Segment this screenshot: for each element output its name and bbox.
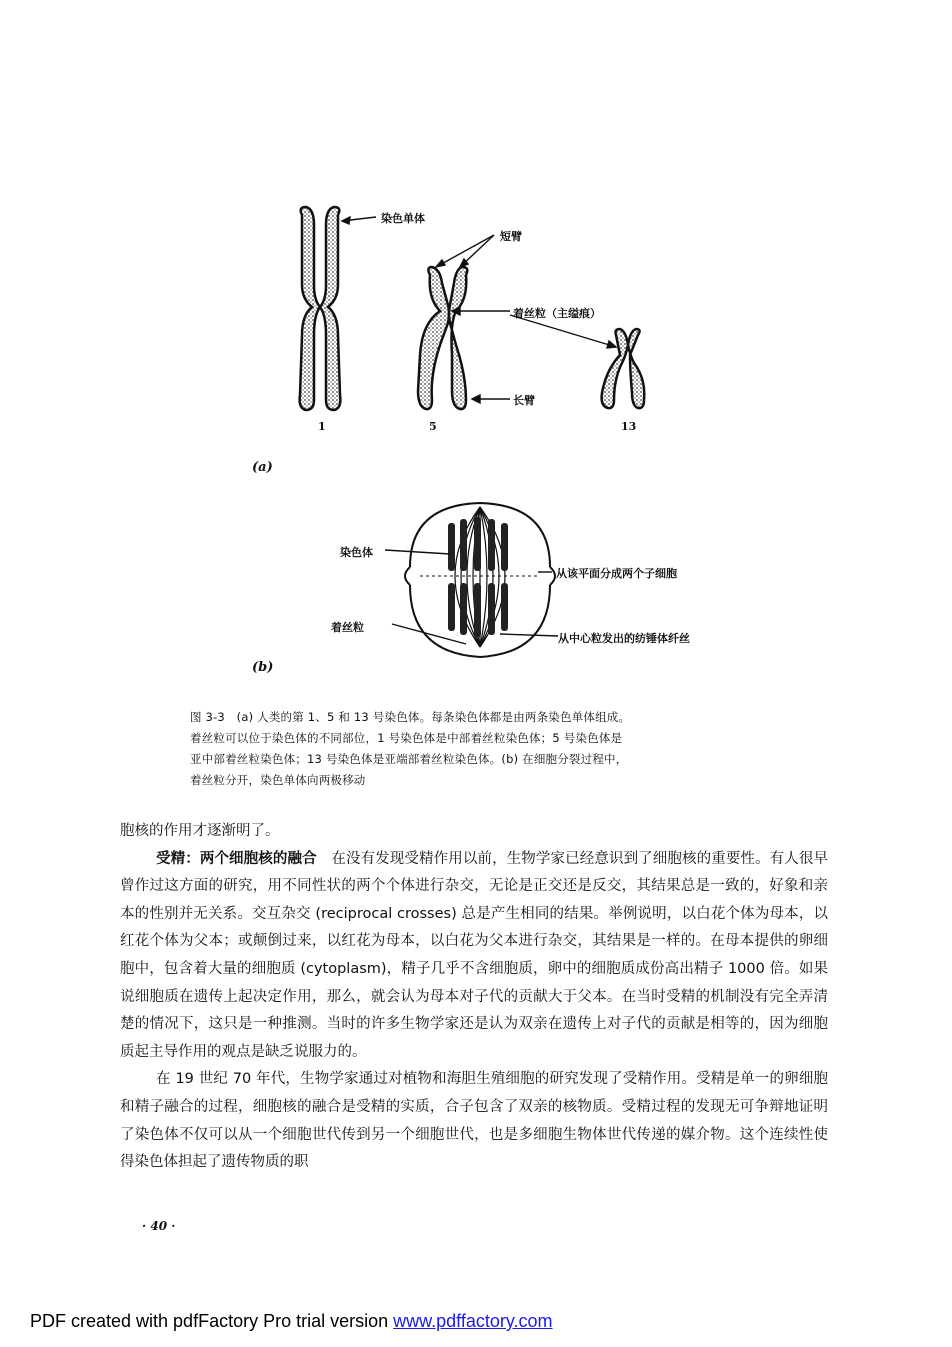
label-chromosome: 染色体	[340, 546, 373, 559]
figure-b-pointers	[380, 540, 560, 650]
paragraph-2: 在 19 世纪 70 年代，生物学家通过对植物和海胆生殖细胞的研究发现了受精作用。受精是单一的卵细胞和精子融合的过程，细胞核的融合是受精的实质，合子包含了双亲的核物质。受精过程的发现无可争辩地证明了染色体不仅可以从一个细胞世代传到另一个细胞世代，也是多细胞生物体世代传递的媒介物。这个连续性使得染色体担起了遗传物质的职	[120, 1071, 828, 1171]
paragraph-1	[120, 846, 828, 1067]
label-divide-plane: 从该平面分成两个子细胞	[556, 567, 677, 580]
section-heading: 受精：两个细胞核的融合	[156, 850, 317, 867]
chromosome-1	[300, 207, 341, 410]
chromosome-figure-a	[280, 195, 700, 435]
footer-text: PDF created with pdfFactory Pro trial version	[30, 1311, 394, 1331]
caption-line: 亚中部着丝粒染色体；13 号染色体是亚端部着丝粒染色体。(b) 在细胞分裂过程中，	[190, 752, 628, 766]
caption-line: 着丝粒分开，染色单体向两极移动	[190, 773, 366, 787]
paragraph-0: 胞核的作用才逐渐明了。	[120, 823, 280, 839]
footer-link[interactable]: www.pdffactory.com	[393, 1311, 553, 1331]
paragraph-1-text: 在没有发现受精作用以前，生物学家已经意识到了细胞核的重要性。有人很早曾作过这方面的研究，用不同性状的两个个体进行杂交，无论是正交还是反交，其结果总是一致的，好象和亲本的性别并无关系。交互杂交 (reciprocal crosses) 总是产生相同的结果。举例说明，以白花个体为母本，以红花个体为父本；或颠倒过来，以红花为母本，以白花为父本进行杂交，其结果是一样的。在母本提供的卵细胞中，包含着大量的细胞质 (cytoplasm)，精子几乎不含细胞质，卵中的细胞质成份高出精子 1000 倍。如果说细胞质在遗传上起决定作用，那么，就会认为母本对子代的贡献大于父本。在当时受精的机制没有完全弄清楚的情况下，这只是一种推测。当时的许多生物学家还是认为双亲在遗传上对子代的贡献是相等的，因为细胞质起主导作用的观点是缺乏说服力的。	[120, 850, 829, 1060]
label-centromere-main: 着丝粒（主缢痕）	[513, 307, 601, 320]
body-text	[120, 818, 828, 1177]
label-chromatid: 染色单体	[381, 212, 425, 225]
figure-caption	[190, 707, 770, 791]
label-centromere: 着丝粒	[331, 621, 364, 634]
page-number: · 40 ·	[142, 1219, 176, 1233]
caption-line: 图 3-3 (a) 人类的第 1、5 和 13 号染色体。每条染色体都是由两条染色单体组成。	[190, 710, 631, 724]
panel-label-a: (a)	[252, 460, 273, 475]
chromosome-number-1: 1	[318, 420, 326, 433]
chromosome-5	[418, 267, 467, 409]
chromosome-13	[602, 329, 645, 408]
chromosome-number-13: 13	[621, 420, 637, 433]
chromosome-number-5: 5	[429, 420, 437, 433]
caption-line: 着丝粒可以位于染色体的不同部位，1 号染色体是中部着丝粒染色体；5 号染色体是	[190, 731, 623, 745]
panel-label-b: (b)	[252, 660, 274, 675]
label-short-arm: 短臂	[500, 230, 522, 243]
label-spindle: 从中心粒发出的纺锤体纤丝	[558, 632, 690, 645]
label-long-arm: 长臂	[513, 394, 535, 407]
pdf-footer	[30, 1311, 553, 1332]
